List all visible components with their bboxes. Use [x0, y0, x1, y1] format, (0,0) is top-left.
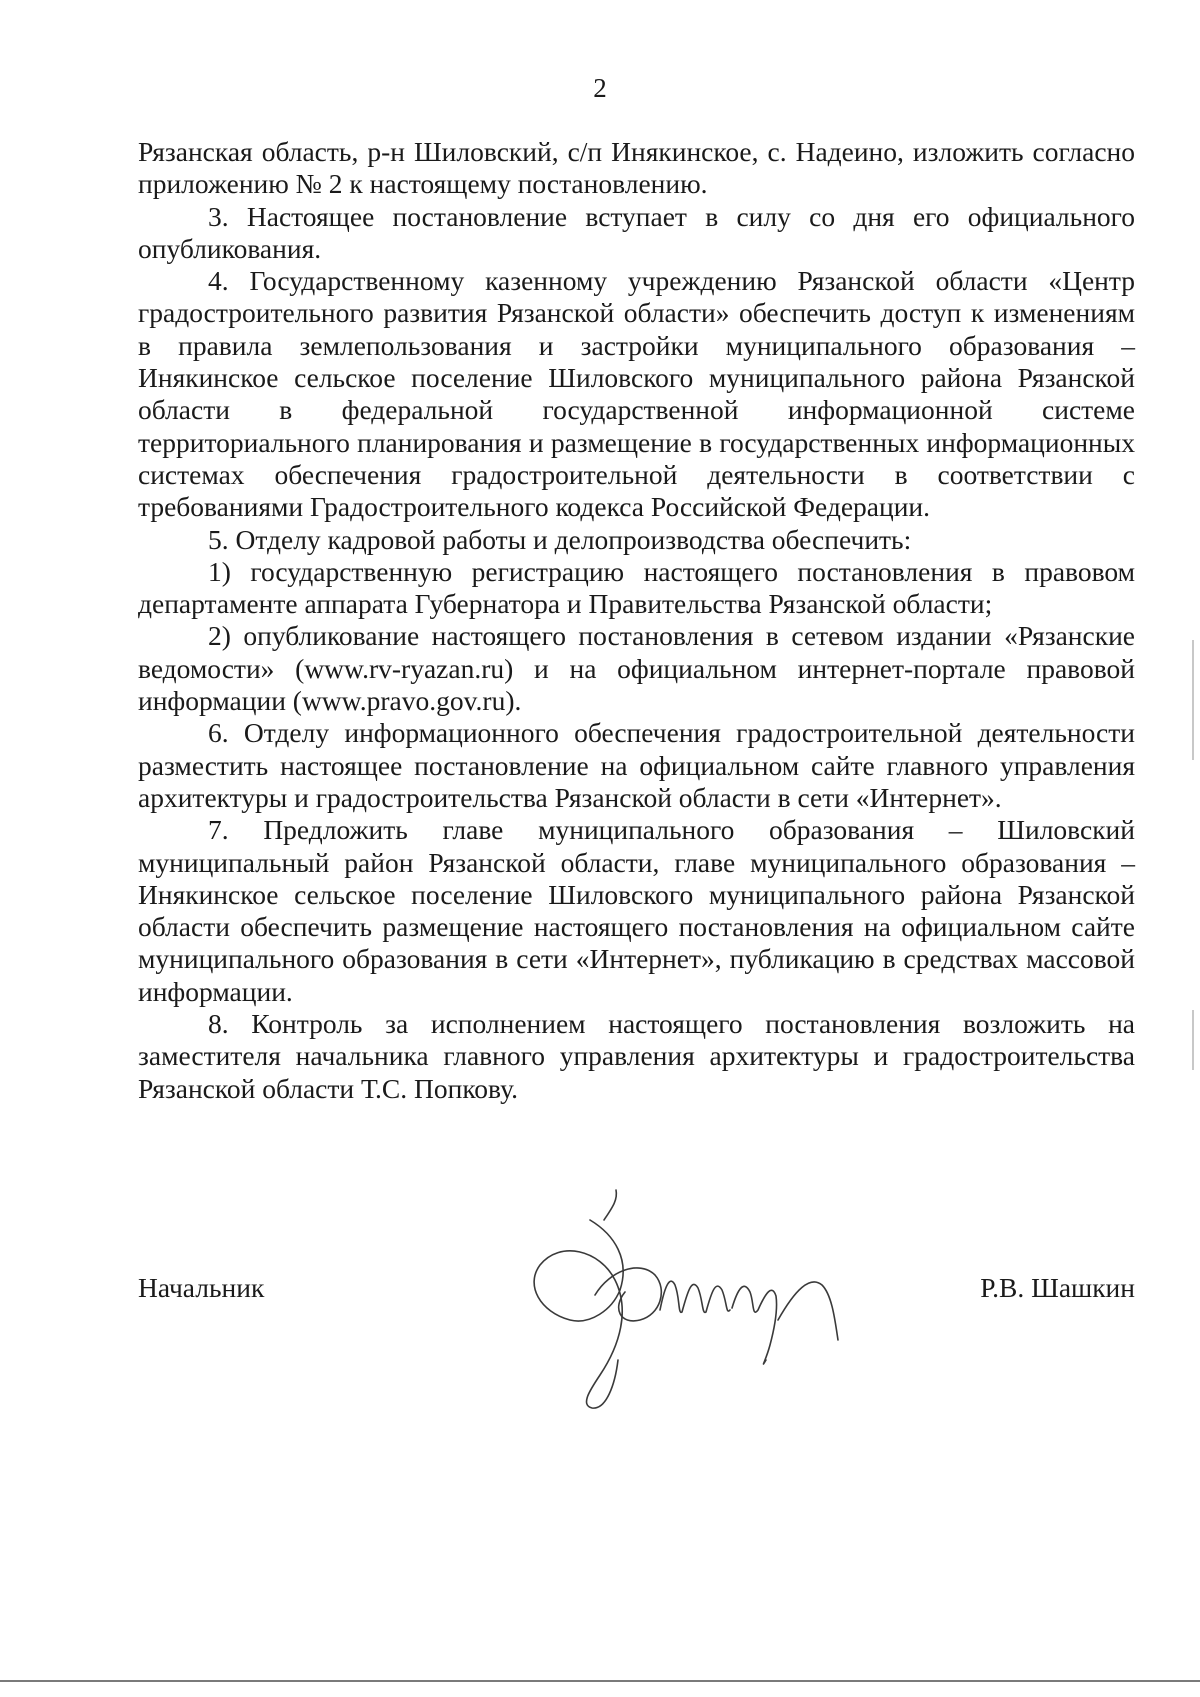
signature-block — [138, 1272, 1135, 1312]
page-number: 2 — [593, 73, 607, 103]
paragraph-item-5-1: 1) государственную регистрацию настоящего постановления в правовом департаменте аппарата Губернатора и Правительства Рязанской области; — [138, 555, 1135, 620]
scan-edge-artifact — [1192, 1010, 1194, 1070]
paragraph-item-8: 8. Контроль за исполнением настоящего постановления возложить на заместителя начальника главного управления архитектуры и градостроительства Рязанской области Т.С. Попкову. — [138, 1008, 1135, 1104]
scan-bottom-border — [0, 1680, 1200, 1682]
scan-edge-artifact — [1192, 640, 1194, 760]
signer-position: Начальник — [138, 1272, 265, 1303]
paragraph-item-6: 6. Отделу информационного обеспечения градостроительной деятельности разместить настоящее постановление на официальном сайте главного управления архитектуры и градостроительства Рязанской области в сети «Интернет». — [138, 717, 1135, 813]
paragraph-item-3: 3. Настоящее постановление вступает в силу со дня его официального опубликования. — [138, 200, 1135, 264]
paragraph-item-5-2: 2) опубликование настоящего постановления в сетевом издании «Рязанские ведомости» (www.rv-ryazan.ru) и на официальном интернет-портале правовой информации (www.pravo.gov.ru). — [138, 620, 1135, 717]
signer-name: Р.В. Шашкин — [980, 1272, 1135, 1303]
paragraph-item-5: 5. Отделу кадровой работы и делопроизводства обеспечить: — [208, 523, 912, 555]
document-body — [138, 136, 1135, 1105]
paragraph-item-7: 7. Предложить главе муниципального образования – Шиловский муниципальный район Рязанской области, главе муниципального образования – Инякинское сельское поселение Шиловского муниципального района Рязанской области обеспечить размещение настоящего постановления на официальном сайте муниципального образования в сети «Интернет», публикацию в средствах массовой информации. — [138, 814, 1135, 1007]
paragraph-continuation: Рязанская область, р-н Шиловский, с/п Инякинское, с. Надеино, изложить согласно приложению № 2 к настоящему постановлению. — [138, 136, 1135, 200]
paragraph-item-4: 4. Государственному казенному учреждению Рязанской области «Центр градостроительного развития Рязанской области» обеспечить доступ к изменениям в правила землепользования и застройки муниципального образования – Инякинское сельское поселение Шиловского муниципального района Рязанской области в федеральной государственной информационной системе территориального планирования и размещение в государственных информационных системах обеспечения градостроительной деятельности в соответствии с требованиями Градостроительного кодекса Российской Федерации. — [138, 265, 1135, 523]
